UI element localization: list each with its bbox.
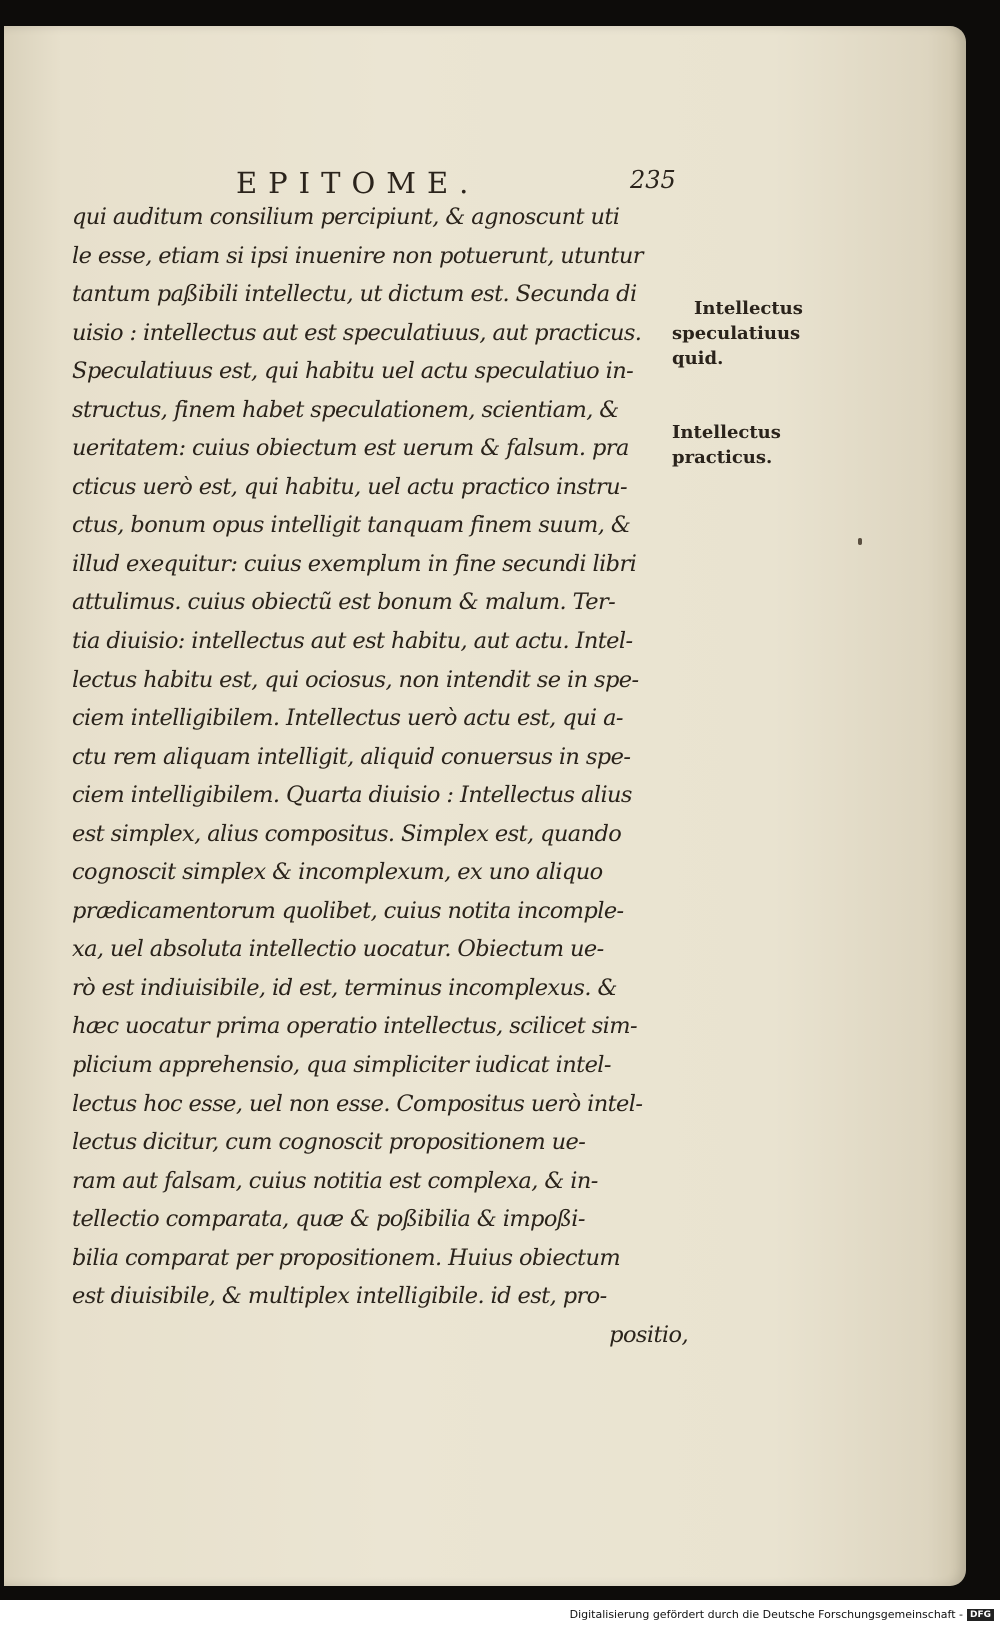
text-line: positio, (609, 1321, 688, 1348)
text-line: attulimus. cuius obiectũ est bonum & malum. Ter- (72, 589, 616, 616)
text-line: ciem intelligibilem. Quarta diuisio : Intellectus alius (72, 782, 632, 809)
dfg-logo: DFG (967, 1609, 994, 1621)
text-line: ctu rem aliquam intelligit, aliquid conuersus in spe- (72, 743, 631, 770)
credit-text: Digitalisierung gefördert durch die Deutsche Forschungsgemeinschaft - (569, 1608, 963, 1621)
text-line: plicium apprehensio, qua simpliciter iudicat intel- (72, 1052, 611, 1079)
marginal-note-line: Intellectus (694, 298, 803, 319)
text-line: qui auditum consilium percipiunt, & agnoscunt uti (72, 204, 620, 230)
marginal-note-practical (672, 420, 832, 470)
text-line: tantum paßibili intellectu, ut dictum est. Secunda di (72, 281, 637, 308)
text-line: cticus uerò est, qui habitu, uel actu practico instru- (72, 473, 627, 500)
text-line: ctus, bonum opus intelligit tanquam finem suum, & (72, 512, 631, 539)
text-line: Speculatiuus est, qui habitu uel actu speculatiuo in- (72, 358, 634, 385)
text-line: illud exequitur: cuius exemplum in fine secundi libri (72, 550, 637, 577)
text-line: prædicamentorum quolibet, cuius notita incomple- (72, 897, 624, 924)
text-line: hæc uocatur prima operatio intellectus, scilicet sim- (72, 1013, 637, 1040)
text-line: ciem intelligibilem. Intellectus uerò actu est, qui a- (72, 705, 623, 732)
text-line: le esse, etiam si ipsi inuenire non potuerunt, utuntur (72, 242, 643, 269)
book-page (4, 26, 966, 1586)
text-line: cognoscit simplex & incomplexum, ex uno aliquo (72, 859, 603, 886)
text-line: ueritatem: cuius obiectum est uerum & falsum. pra (72, 435, 629, 462)
page-number: 235 (630, 166, 676, 194)
digitization-credit (570, 1608, 994, 1621)
ink-speck (858, 538, 862, 545)
text-line: rò est indiuisibile, id est, terminus incomplexus. & (72, 974, 617, 1001)
main-text-block (72, 198, 692, 1354)
text-line: tellectio comparata, quæ & poßibilia & impoßi- (72, 1206, 585, 1233)
text-line: structus, finem habet speculationem, scientiam, & (72, 396, 619, 423)
text-line: lectus habitu est, qui ociosus, non intendit se in spe- (72, 666, 639, 693)
text-line: xa, uel absoluta intellectio uocatur. Obiectum ue- (72, 936, 604, 963)
text-line: est simplex, alius compositus. Simplex est, quando (72, 820, 622, 847)
marginal-note-line: practicus. (672, 447, 773, 468)
marginal-note-speculative (672, 296, 832, 371)
text-line: tia diuisio: intellectus aut est habitu, aut actu. Intel- (72, 628, 633, 655)
text-line: bilia comparat per propositionem. Huius obiectum (72, 1244, 621, 1271)
text-line: lectus dicitur, cum cognoscit propositionem ue- (72, 1129, 586, 1156)
text-line: est diuisibile, & multiplex intelligibile. id est, pro- (72, 1283, 607, 1310)
text-line: lectus hoc esse, uel non esse. Compositus uerò intel- (72, 1090, 643, 1117)
running-title: EPITOME. (236, 166, 480, 200)
marginal-note-line: quid. (672, 348, 724, 369)
text-line: ram aut falsam, cuius notitia est complexa, & in- (72, 1167, 598, 1194)
marginal-note-line: Intellectus (672, 422, 781, 443)
marginal-note-line: speculatiuus (672, 323, 801, 344)
text-line: uisio : intellectus aut est speculatiuus, aut practicus. (72, 319, 642, 346)
